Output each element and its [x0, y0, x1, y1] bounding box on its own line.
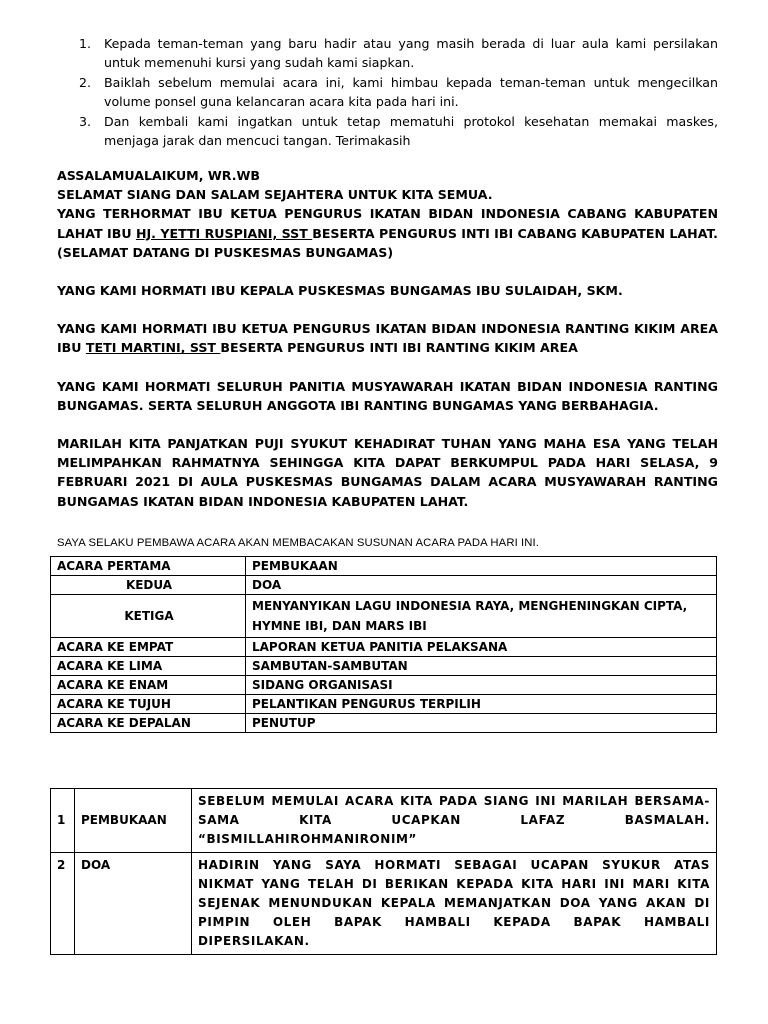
row-number: 1 [51, 789, 75, 853]
text-segment: BESERTA PENGURUS INTI IBI CABANG KABUPATEN LAHAT. [312, 225, 718, 241]
underlined-name: TETI MARTINI, SST [85, 340, 221, 356]
greeting-section [57, 166, 718, 511]
intro-list-item [76, 73, 718, 112]
agenda-item: MENYANYIKAN LAGU INDONESIA RAYA, MENGHENINGKAN CIPTA, HYMNE IBI, DAN MARS IBI [246, 595, 717, 638]
agenda-order: ACARA KE EMPAT [51, 638, 246, 657]
agenda-order: ACARA KE ENAM [51, 676, 246, 695]
agenda-order: ACARA KE DEPALAN [51, 714, 246, 733]
table-row [51, 657, 717, 676]
script-detail-table [50, 788, 717, 955]
agenda-order: KEDUA [51, 576, 246, 595]
row-script-text: HADIRIN YANG SAYA HORMATI SEBAGAI UCAPAN SYUKUR ATAS NIKMAT YANG TELAH DI BERIKAN KEPADA KITA HARI INI MARI KITA SEJENAK MENUNDUKAN KEPALA MEMANJATKAN DOA YANG AKAN DI PIMPIN OLEH BAPAK HAMBALI KEPADA BAPAK HAMBALI DIPERSILAKAN. [192, 853, 717, 955]
row-label: DOA [75, 853, 192, 955]
table-row [51, 695, 717, 714]
table-row [51, 789, 717, 853]
table-row [51, 576, 717, 595]
table-row [51, 557, 717, 576]
list-text: Baiklah sebelum memulai acara ini, kami himbau kepada teman-teman untuk mengecilkan volume ponsel guna kelancaran acara kita pada hari ini. [104, 74, 718, 110]
paragraph-ketua-ranting [57, 319, 718, 357]
list-text: Kepada teman-teman yang baru hadir atau yang masih berada di luar aula kami persilakan untuk memenuhi kursi yang sudah kami siapkan. [104, 36, 718, 71]
table-row [51, 676, 717, 695]
text-segment: BESERTA PENGURUS INTI IBI RANTING KIKIM AREA [220, 340, 578, 356]
paragraph-puji-syukur: MARILAH KITA PANJATKAN PUJI SYUKUT KEHADIRAT TUHAN YANG MAHA ESA YANG TELAH MELIMPAHKAN RAHMATNYA SEHINGGA KITA DAPAT BERKUMPUL PADA HARI SELASA, 9 FEBRUARI 2021 DI AULA PUSKESMAS BUNGAMAS DALAM ACARA MUSYAWARAH RANTING BUNGAMAS IKATAN BIDAN INDONESIA KABUPATEN LAHAT. [57, 436, 718, 509]
paragraph-kepala-puskesmas: YANG KAMI HORMATI IBU KEPALA PUSKESMAS BUNGAMAS IBU SULAIDAH, SKM. [57, 283, 623, 299]
table-row [51, 638, 717, 657]
agenda-item: LAPORAN KETUA PANITIA PELAKSANA [246, 638, 717, 657]
paragraph-panitia: YANG KAMI HORMATI SELURUH PANITIA MUSYAWARAH IKATAN BIDAN INDONESIA RANTING BUNGAMAS. SERTA SELURUH ANGGOTA IBI RANTING BUNGAMAS YANG BERBAHAGIA. [57, 378, 718, 413]
underlined-name: HJ. YETTI RUSPIANI, SST [135, 225, 313, 241]
text-segment: YANG TERHORMAT IBU KETUA PENGURUS IKATAN BIDAN INDONESIA CABANG KABUPATEN LAHAT IBU [57, 206, 718, 241]
row-number: 2 [51, 853, 75, 955]
welcome-note: (SELAMAT DATANG DI PUSKESMAS BUNGAMAS) [57, 244, 394, 260]
list-number: 3. [79, 113, 92, 129]
agenda-intro: SAYA SELAKU PEMBAWA ACARA AKAN MEMBACAKAN SUSUNAN ACARA PADA HARI INI. [57, 537, 540, 549]
table-row [51, 714, 717, 733]
intro-numbered-list [76, 34, 718, 150]
agenda-item: DOA [246, 576, 717, 595]
table-row [51, 595, 717, 638]
list-text: Dan kembali kami ingatkan untuk tetap mematuhi protokol kesehatan memakai maskes, menjaga jarak dan mencuci tangan. Terimakasih [104, 113, 718, 149]
agenda-order: ACARA PERTAMA [51, 557, 246, 576]
agenda-item: SAMBUTAN-SAMBUTAN [246, 657, 717, 676]
paragraph-ketua-cabang [57, 204, 718, 242]
selamat-line: SELAMAT SIANG DAN SALAM SEJAHTERA UNTUK KITA SEMUA. [57, 187, 493, 203]
agenda-order: ACARA KE TUJUH [51, 695, 246, 714]
agenda-order: ACARA KE LIMA [51, 657, 246, 676]
text-segment: YANG KAMI HORMATI IBU KETUA PENGURUS IKATAN BIDAN INDONESIA RANTING KIKIM AREA IBU [57, 321, 718, 356]
table-row [51, 853, 717, 955]
list-number: 1. [79, 36, 92, 51]
agenda-item: SIDANG ORGANISASI [246, 676, 717, 695]
agenda-item: PENUTUP [246, 714, 717, 733]
agenda-item: PEMBUKAAN [246, 557, 717, 576]
agenda-table [50, 556, 717, 733]
agenda-item: PELANTIKAN PENGURUS TERPILIH [246, 695, 717, 714]
intro-list-item [76, 112, 718, 151]
intro-list-item [76, 34, 718, 73]
row-script-text: SEBELUM MEMULAI ACARA KITA PADA SIANG INI MARILAH BERSAMA-SAMA KITA UCAPKAN LAFAZ BASMALAH. “BISMILLAHIROHMANIRONIM” [192, 789, 717, 853]
row-label: PEMBUKAAN [75, 789, 192, 853]
agenda-order: KETIGA [51, 595, 246, 638]
list-number: 2. [79, 74, 92, 90]
salam-line: ASSALAMUALAIKUM, WR.WB [57, 168, 260, 183]
